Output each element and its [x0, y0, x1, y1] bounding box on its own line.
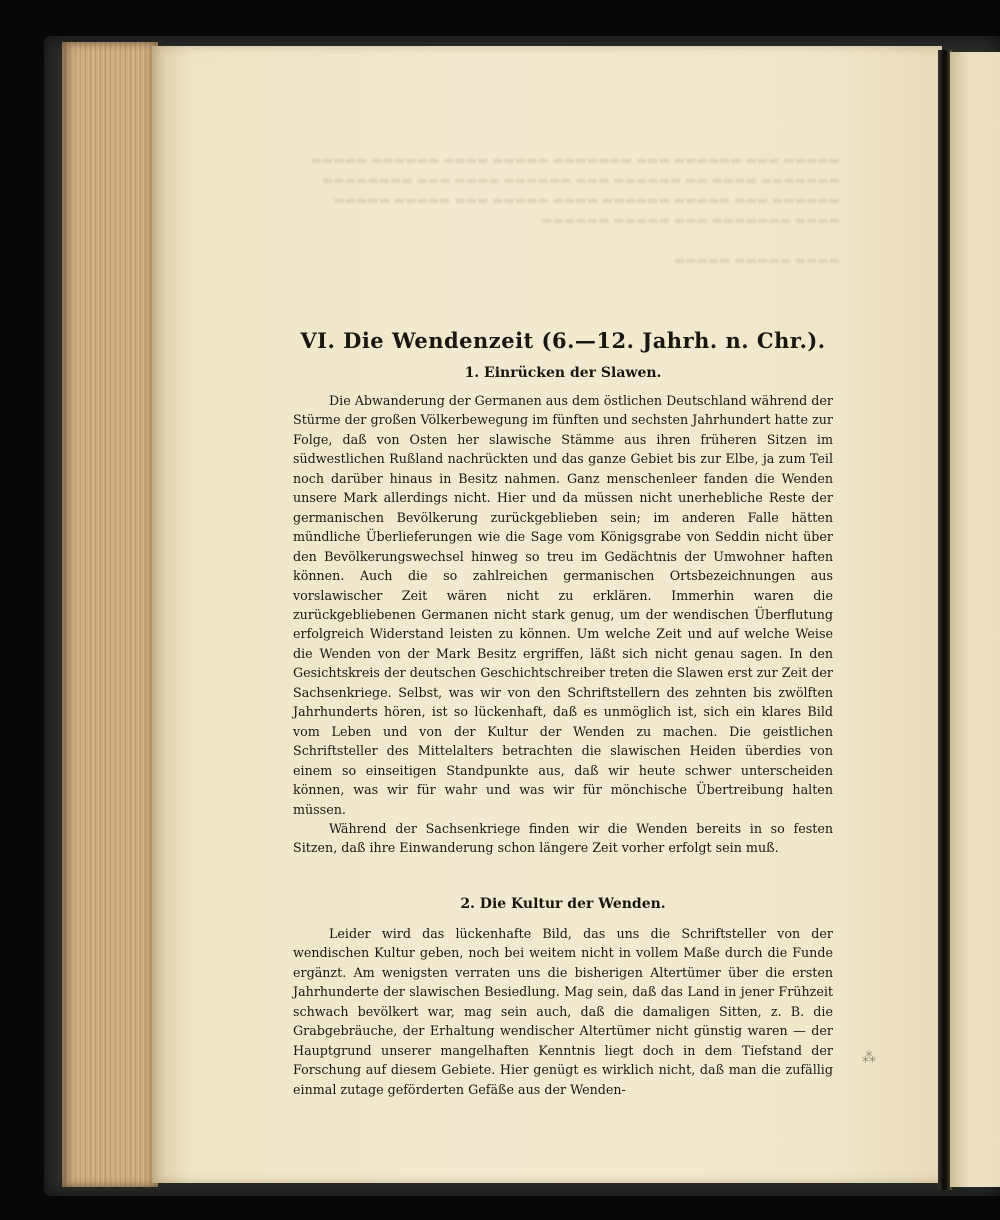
section-heading: 2. Die Kultur der Wenden.: [460, 895, 666, 912]
paragraph: Die Abwanderung der Germanen aus dem östlichen Deutschland während der Stürme der großen Völkerbewegung im fünften und sechsten Jahrhundert hatte zur Folge, daß von Osten her slawische Stämme aus ihren früheren Sitzen im südwestlichen Rußland nachrückten und das ganze Gebiet bis zur Elbe, ja zum Teil noch darüber hinaus in Besitz nahmen. Ganz menschenleer fanden die Wenden unsere Mark allerdings nicht. Hier und da müssen nicht unerhebliche Reste der germanischen Bevölkerung zurückgeblieben sein; im anderen Falle hätten mündliche Überlieferungen wie die Sage vom Königsgrabe von Seddin nicht über den Bevölkerungswechsel hinweg so treu im Gedächtnis der Umwohner haften können. Auch die so zahlreichen germanischen Ortsbezeichnungen aus vorslawischer Zeit wären nicht zu erklären. Immerhin waren die zurückgebliebenen Germanen nicht stark genug, um der wendischen Überflutung erfolgreich Widerstand leisten zu können. Um welche Zeit und auf welche Weise die Wenden von der Mark Besitz ergriffen, läßt sich nicht genau sagen. In den Gesichtskreis der deutschen Geschichtschreiber treten die Slawen erst zur Zeit der Sachsenkriege. Selbst, was wir von den Schriftstellern des zehnten bis zwölften Jahrhunderts hören, ist so lückenhaft, daß es unmöglich ist, sich ein klares Bild vom Leben und von der Kultur der Wenden zu machen. Die geistlichen Schriftsteller des Mittelalters betrachten die slawischen Heiden überdies von einem so einseitigen Standpunkte aus, daß wir heute schwer unterscheiden können, was wir für wahr und was wir für mönchische Übertreibung halten müssen.: [293, 393, 833, 817]
paragraph: Während der Sachsenkriege finden wir die Wenden bereits in so festen Sitzen, daß ihre Einwanderung schon längere Zeit vorher erfolgt sein muß.: [293, 820, 833, 856]
show-through-text: ▬▬▬▬▬ ▬▬▬ ▬▬▬▬▬▬ ▬▬▬ ▬▬▬▬▬▬▬ ▬▬▬▬▬ ▬▬▬▬ ▬▬▬▬▬▬ ▬▬▬▬▬ ▬▬▬▬▬▬▬ ▬▬▬▬ ▬▬ ▬▬▬▬▬▬ ▬▬▬ ▬▬▬▬▬▬ ▬▬▬▬ ▬▬▬ ▬▬▬▬▬▬▬▬ ▬▬▬▬▬▬ ▬▬▬ ▬▬▬▬▬ ▬▬▬▬▬▬ ▬▬▬▬ ▬▬▬▬▬ ▬▬▬ ▬▬▬▬▬ ▬▬▬▬▬ ▬▬▬▬ ▬▬▬▬▬▬▬ ▬▬▬ ▬▬▬▬▬ ▬▬▬▬▬▬ ▬▬▬▬ ▬▬▬▬▬ ▬▬▬▬▬: [310, 153, 840, 267]
chapter-title: VI. Die Wendenzeit (6.—12. Jahrh. n. Chr.).: [300, 328, 826, 353]
page-block-edge: [62, 42, 158, 1187]
facing-page-edge: [950, 52, 1000, 1187]
page-text: [293, 320, 833, 1099]
section-heading: 1. Einrücken der Slawen.: [464, 365, 662, 381]
paragraph: Leider wird das lückenhafte Bild, das uns die Schriftsteller von der wendischen Kultur geben, noch bei weitem nicht in vollem Maße durch die Funde ergänzt. Am wenigsten verraten uns die bisherigen Altertümer über die ersten Jahrhunderte der slawischen Besiedlung. Mag sein, daß das Land in jener Frühzeit schwach bevölkert war, mag sein auch, daß die damaligen Sitten, z. B. die Grabgebräuche, der Erhaltung wendischer Altertümer nicht günstig waren — der Hauptgrund unserer mangelhaften Kenntnis liegt doch in dem Tiefstand der Forschung auf diesem Gebiete. Hier genügt es wirklich nicht, daß man die zufällig einmal zutage geförderten Gefäße aus der Wenden-: [293, 925, 833, 1097]
page-mark: ⁂: [862, 1050, 876, 1066]
